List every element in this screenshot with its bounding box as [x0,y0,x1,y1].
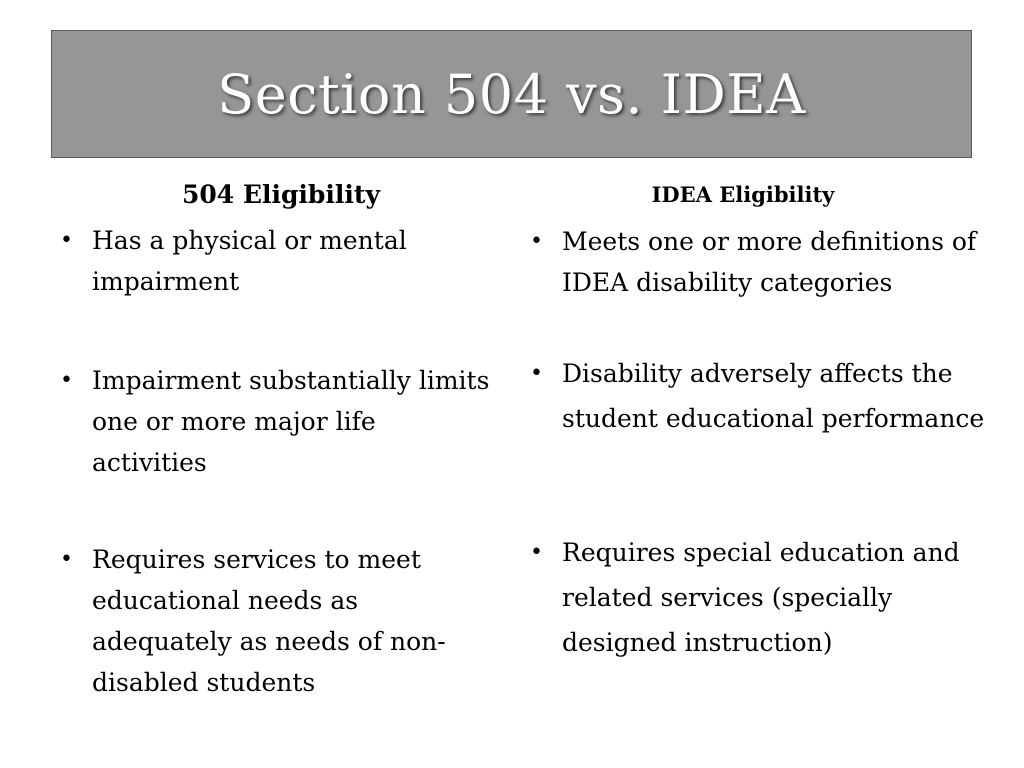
list-item [522,221,992,303]
slide-title: Section 504 vs. IDEA [217,62,806,126]
list-item [52,539,492,703]
bullet-icon: • [60,547,73,572]
bullet-icon: • [60,368,73,393]
bullet-icon: • [530,229,543,254]
bullet-text: Has a physical or mental impairment [92,226,407,296]
list-item [522,351,992,441]
list-item [52,220,492,302]
list-item [522,530,992,665]
bullet-text: Meets one or more definitions of IDEA disability categories [562,227,977,297]
left-column-heading: 504 Eligibility [182,180,380,209]
bullet-icon: • [530,540,543,565]
list-item [52,360,492,483]
bullet-icon: • [530,361,543,386]
right-column-heading: IDEA Eligibility [651,182,835,207]
bullet-text: Disability adversely affects the student educational performance [562,359,985,433]
bullet-text: Impairment substantially limits one or more major life activities [92,366,490,477]
bullet-text: Requires services to meet educational needs as adequately as needs of non-disabled students [92,545,446,697]
bullet-icon: • [60,228,73,253]
bullet-text: Requires special education and related services (specially designed instruction) [562,538,960,657]
title-bar [51,30,972,158]
